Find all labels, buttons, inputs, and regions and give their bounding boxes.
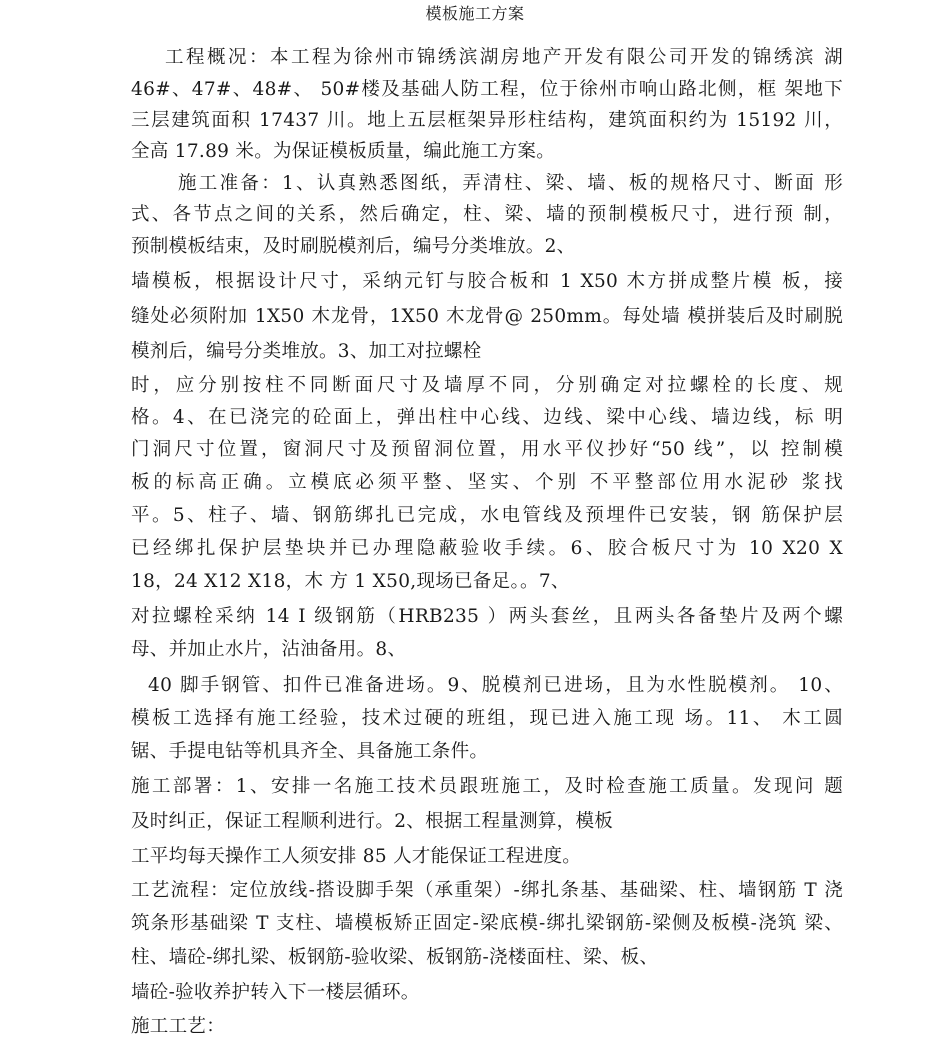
paragraph-line: 式、各节点之间的关系，然后确定，柱、梁、墙的预制模板尺寸，进行预 制， [131,204,843,225]
document-title: 模板施工方案 [425,4,525,23]
paragraph-line: 墙砼-验收养护转入下一楼层循环。 [131,982,420,1003]
paragraph-line: 及时纠正，保证工程顺利进行。2、根据工程量测算，模板 [131,811,614,832]
paragraph-line: 全高 17.89 米。为保证模板质量，编此施工方案。 [131,141,556,162]
paragraph-line: 锯、手提电钻等机具齐全、具备施工条件。 [131,741,489,762]
paragraph-line: 工程概况：本工程为徐州市锦绣滨湖房地产开发有限公司开发的锦绣滨 湖 [165,47,843,68]
paragraph-line: 预制模板结束，及时刷脱模剂后，编号分类堆放。2、 [131,236,576,257]
paragraph-line: 46#、47#、48#、 50#楼及基础人防工程，位于徐州市响山路北侧，框 架地下 [131,79,843,100]
paragraph-line: 筑条形基础梁 T 支柱、墙模板矫正固定-梁底模-绑扎梁钢筋-梁侧及板模-浇筑 梁、 [131,913,843,934]
paragraph-line: 墙模板，根据设计尺寸，采纳元钉与胶合板和 1 X50 木方拼成整片模 板，接 [131,271,843,292]
paragraph-line: 缝处必须附加 1X50 木龙骨，1X50 木龙骨@ 250mm。每处墙 模拼装后及时刷脱 [131,306,843,327]
paragraph-line: 已经绑扎保护层垫块并已办理隐蔽验收手续。6、胶合板尺寸为 10 X20 X [131,538,843,559]
paragraph-line: 模剂后，编号分类堆放。3、加工对拉螺栓 [131,341,482,362]
paragraph-line: 母、并加止水片，沾油备用。8、 [131,639,407,660]
paragraph-line: 工艺流程：定位放线-搭设脚手架（承重架）-绑扎条基、基础梁、柱、墙钢筋 T 浇 [131,880,843,901]
section-heading: 施工工艺： [131,1016,226,1037]
paragraph-line: 平。5、柱子、墙、钢筋绑扎已完成，水电管线及预埋件已安装，钢 筋保护层 [131,505,843,526]
paragraph-line: 格。4、在已浇完的砼面上，弹出柱中心线、边线、梁中心线、墙边线，标 明 [131,407,843,428]
paragraph-line: 模板工选择有施工经验，技术过硬的班组，现已进入施工现 场。11、 木工圆 [131,708,843,729]
paragraph-line: 对拉螺栓采纳 14 I 级钢筋（HRB235 ）两头套丝，且两头各备垫片及两个螺 [131,606,843,627]
paragraph-line: 时，应分别按柱不同断面尺寸及墙厚不同，分别确定对拉螺栓的长度、规 [131,375,843,396]
paragraph-line: 柱、墙砼-绑扎梁、板钢筋-验收梁、板钢筋-浇楼面柱、梁、板、 [131,947,659,968]
paragraph-line: 施工准备：1、认真熟悉图纸，弄清柱、梁、墙、板的规格尺寸、断面 形 [178,173,843,194]
paragraph-line: 三层建筑面积 17437 川。地上五层框架异形柱结构，建筑面积约为 15192 川， [131,110,843,131]
paragraph-line: 门洞尺寸位置，窗洞尺寸及预留洞位置，用水平仪抄好“50 线”，以 控制模 [131,439,843,460]
paragraph-line: 18，24 X12 X18，木 方 1 X50,现场已备足。。7、 [131,571,570,592]
paragraph-line: 40 脚手钢管、扣件已准备进场。9、脱模剂已进场，且为水性脱模剂。 10、 [148,675,843,696]
paragraph-line: 施工部署：1、安排一名施工技术员跟班施工，及时检查施工质量。发现问 题 [131,776,843,797]
paragraph-line: 工平均每天操作工人须安排 85 人才能保证工程进度。 [131,846,582,867]
paragraph-line: 板的标高正确。立模底必须平整、坚实、个别 不平整部位用水泥砂 浆找 [131,472,843,493]
